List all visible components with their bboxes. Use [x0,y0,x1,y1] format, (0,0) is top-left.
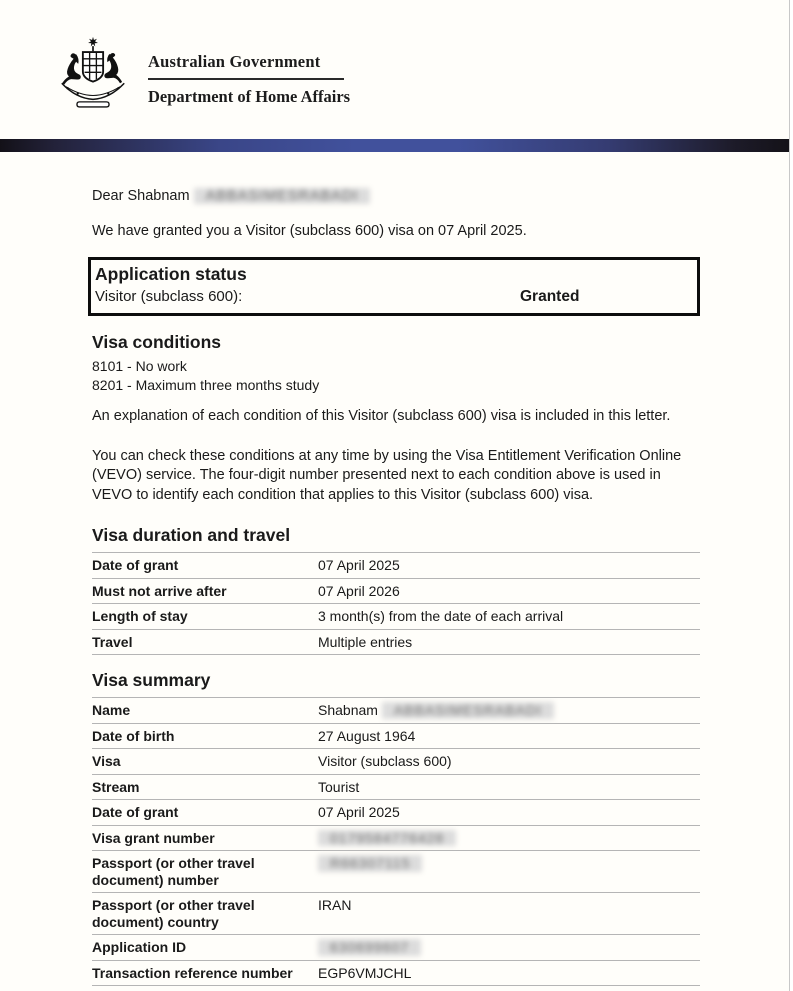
row-value: 07 April 2025 [318,804,400,820]
letter-body [92,152,700,986]
redacted-surname: ABBASIMESRABADI [194,188,371,204]
row-label: Visa grant number [92,829,215,846]
table-row [92,935,700,961]
header-accent-bar [0,139,789,152]
salutation-line [92,188,700,204]
letterhead-text [148,36,350,107]
application-status-value: Granted [520,288,580,305]
table-row [92,851,700,893]
row-value: Visitor (subclass 600) [318,753,452,769]
visa-duration-table [92,552,700,655]
row-label: Visa [92,753,121,769]
row-label: Date of birth [92,727,175,744]
visa-condition-item: 8201 - Maximum three months study [92,376,320,393]
row-label: Transaction reference number [92,964,293,981]
row-value: Tourist [318,778,360,795]
table-row [92,604,700,630]
salutation-text: Dear Shabnam [92,188,190,204]
government-title: Australian Government [148,52,321,71]
visa-duration-title: Visa duration and travel [92,525,291,545]
application-status-box [88,257,700,316]
visa-conditions-title: Visa conditions [92,332,222,352]
table-row [92,826,700,852]
row-label: Passport (or other travel document) number [92,855,255,888]
row-label: Stream [92,778,140,795]
row-value: 3 month(s) from the date of each arrival [318,608,564,624]
letterhead [49,36,350,112]
table-row [92,553,700,579]
table-row [92,724,700,750]
row-label: Name [92,702,131,718]
row-label: Date of grant [92,804,179,820]
department-title: Department of Home Affairs [148,87,351,106]
visa-summary-title: Visa summary [92,670,211,690]
row-value [318,830,700,847]
row-label: Application ID [92,939,187,955]
row-label: Length of stay [92,608,188,624]
redacted-value: ABBASIMESRABADI [382,702,554,719]
row-value [318,702,700,719]
australian-coat-of-arms-icon [49,36,137,112]
table-row [92,775,700,801]
row-value: Multiple entries [318,633,413,650]
table-row [92,579,700,605]
row-value [318,939,700,956]
row-value: IRAN [318,897,352,913]
row-label: Date of grant [92,557,179,573]
visa-summary-table [92,697,700,986]
table-row [92,698,700,724]
table-row [92,630,700,656]
conditions-explanation: An explanation of each condition of this Visitor (subclass 600) visa is included in this letter. [92,408,671,424]
redacted-value: 630699607 [318,939,421,956]
letterhead-divider [148,78,344,80]
row-label: Passport (or other travel document) country [92,897,255,930]
table-row [92,800,700,826]
application-status-row [95,287,697,307]
row-value: 27 August 1964 [318,727,416,744]
row-value-text: Shabnam [318,702,378,718]
table-row [92,961,700,987]
redacted-value: 0179584776428 [318,830,456,847]
vevo-paragraph: You can check these conditions at any time by using the Visa Entitlement Verification Online (VEVO) service. The four-digit number presented next to each condition above is used in VEVO to identify each condition that applies to this Visitor (subclass 600) visa. [92,447,682,503]
table-row [92,893,700,935]
table-row [92,749,700,775]
row-value: EGP6VMJCHL [318,964,412,981]
application-status-title: Application status [95,264,247,284]
row-value: 07 April 2026 [318,582,400,599]
grant-statement: We have granted you a Visitor (subclass 600) visa on 07 April 2025. [92,223,527,239]
row-label: Travel [92,633,133,650]
row-value [318,855,700,888]
visa-condition-item: 8101 - No work [92,358,187,374]
row-label: Must not arrive after [92,582,227,599]
row-value: 07 April 2025 [318,557,400,573]
redacted-value: R66307115 [318,855,422,872]
application-status-label: Visitor (subclass 600): [95,288,243,305]
